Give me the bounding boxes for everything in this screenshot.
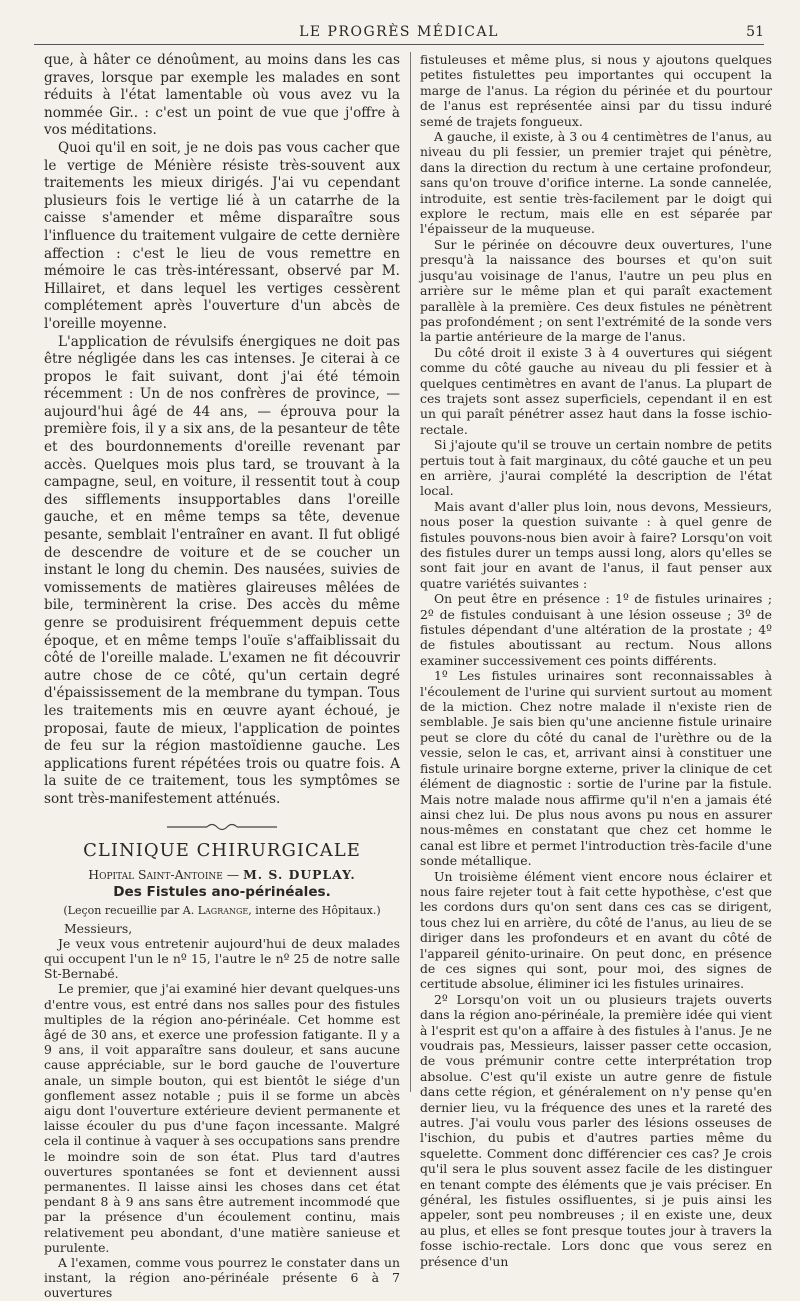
paragraph: A gauche, il existe, à 3 ou 4 centimètres de l'anus, au niveau du pli fessier, un premier trajet qui pénètre, dans la direction du rectum à une certaine profondeur, sans qu'on trouve d'orifice interne. La sonde cannelée, introduite, est sentie très-facilement par le doigt qui explore le rectum, mais elle en est séparée par l'épaisseur de la muqueuse.: [420, 129, 772, 237]
paragraph: L'application de révulsifs énergiques ne doit pas être négligée dans les cas intenses. Je citerai à ce propos le fait suivant, dont j'ai été témoin récemment : Un de nos confrères de province, — aujourd'hui âgé de 44 ans, — éprouva pour la première fois, il y a six ans, de la pesanteur de tête et des bourdonnements d'oreille revenant par accès. Quelques mois plus tard, se trouvant à la campagne, seul, en voiture, il ressentit tout à coup des sifflements insupportables dans l'oreille gauche, et en même temps sa tête, devenue pesante, semblait l'entraîner en avant. Il fut obligé de descendre de voiture et de se coucher un instant le long du chemin. Des nausées, suivies de vomissements de matières glaireuses mêlées de bile, terminèrent la crise. Des accès du même genre se produisirent fréquemment depuis cette époque, et en même temps l'ouïe s'affaiblissait du côté de l'oreille malade. L'examen ne fit découvrir autre chose de ce côté, qu'un certain degré d'épaississement de la membrane du tympan. Tous les traitements mis en œuvre ayant échoué, je proposai, faute de mieux, l'application de pointes de feu sur la région mastoïdienne gauche. Les applications furent répétées trois ou quatre fois. A la suite de ce traitement, tous les symptômes se sont très-manifestement atténués.: [44, 333, 400, 807]
paragraph: 2º Lorsqu'on voit un ou plusieurs trajets ouverts dans la région ano-périnéale, la première idée qui vient à l'esprit est qu'on a affaire à des fistules à l'anus. Je ne voudrais pas, Messieurs, laisser passer cette occasion, de vous prémunir contre cette interprétation trop absolue. C'est qu'il existe un autre genre de fistule dans cette région, et généralement on n'y pense qu'en dernier lieu, vu la fréquence des unes et la rareté des autres. J'ai voulu vous parler des lésions osseuses de l'ischion, du pubis et d'autres parties même du squelette. Comment donc différencier ces cas? Je crois qu'il sera le plus souvent assez facile de les distinguer en tenant compte des éléments que je vais préciser. En général, les fistules ossifluentes, si je puis ainsi les appeler, sont peu nombreuses ; il en existe une, deux au plus, et elles se font presque toutes jour à travers la fosse ischio-rectale. Lors donc que vous serez en présence d'un: [420, 991, 772, 1269]
paragraph: A l'examen, comme vous pourrez le constater dans un instant, la région ano-périnéale présente 6 à 7 ouvertures: [44, 1255, 400, 1301]
paragraph: Du côté droit il existe 3 à 4 ouvertures qui siégent comme du côté gauche au niveau du pli fessier et à quelques centimètres en avant de l'anus. La plupart de ces trajets sont assez superficiels, cependant il en est un qui paraît pénétrer assez haut dans la fosse ischio-rectale.: [420, 344, 772, 437]
credit-name: Lagrange: [197, 903, 249, 917]
lecture-credit: [44, 904, 400, 917]
ornament-divider: [44, 817, 400, 836]
byline-author: M. S. DUPLAY.: [243, 866, 356, 882]
right-column: [420, 52, 772, 1269]
left-top-text: [44, 52, 400, 809]
section-title: CLINIQUE CHIRURGICALE: [83, 839, 361, 861]
paragraph: Sur le périnée on découvre deux ouvertures, l'une presqu'à la naissance des bourses et qu'on suit jusqu'au voisinage de l'anus, l'autre un peu plus en arrière sur le même plan et qui paraît exactement parallèle à la première. Ces deux fistules ne pénètrent pas profondément ; on sent l'extrémité de la sonde vers la partie antérieure de la marge de l'anus.: [420, 236, 772, 345]
left-bottom-text: [44, 936, 400, 1301]
byline-hospital: Hopital Saint-Antoine —: [88, 866, 244, 882]
running-header: [34, 22, 764, 45]
ornament-icon: [167, 822, 277, 832]
paragraph: Mais avant d'aller plus loin, nous devons, Messieurs, nous poser la question suivante : à quel genre de fistules pouvons-nous bien avoir à faire? Lorsqu'on voit des fistules durer un temps aussi long, alors qu'elles se sont fait jour en avant de l'anus, il faut penser aux quatre variétés suivantes :: [420, 498, 772, 591]
paragraph: fistuleuses et même plus, si nous y ajoutons quelques petites fistulettes peu importantes qui occupent la marge de l'anus. La région du périnée et du pourtour de l'anus est représentée ainsi par du tissu induré semé de trajets fongueux.: [420, 52, 772, 129]
paragraph: On peut être en présence : 1º de fistules urinaires ; 2º de fistules conduisant à une lésion osseuse ; 3º de fistules dépendant d'une altération de la prostate ; 4º de fistules aboutissant au rectum. Nous allons examiner successivement ces points différents.: [420, 591, 772, 668]
paragraph: que, à hâter ce dénoûment, au moins dans les cas graves, lorsque par exemple les malades en sont réduits à l'état lamentable où vous avez vu la nommée Gir.. : c'est un point de vue que j'offre à vos méditations.: [44, 52, 400, 139]
journal-title: LE PROGRÈS MÉDICAL: [299, 24, 499, 40]
paragraph: Un troisième élément vient encore nous éclairer et nous faire rejeter tout à fait cette hypothèse, c'est que les cordons durs qu'on sent dans ces cas se dirigent, tous chez lui en arrière, du côté de l'anus, au lieu de se diriger dans les profondeurs et en avant du côté de l'appareil génito-urinaire. On peut donc, en présence de ces signes qui sont, pour moi, des signes de certitude absolue, éliminer ici les fistules urinaires.: [420, 868, 772, 992]
credit-suffix: , interne des Hôpitaux.): [248, 903, 381, 917]
paragraph: Je veux vous entretenir aujourd'hui de deux malades qui occupent l'un le nº 15, l'autre le nº 25 de notre salle St-Bernabé.: [44, 935, 400, 982]
page-number: 51: [746, 24, 764, 40]
paragraph: Quoi qu'il en soit, je ne dois pas vous cacher que le vertige de Ménière résiste très-souvent aux traitements les mieux dirigés. J'ai vu cependant plusieurs fois le vertige lié à un catarrhe de la caisse s'amender et même disparaître sous l'influence du traitement vulgaire de cette dernière affection : c'est le lieu de vous remettre en mémoire le cas très-intéressant, observé par M. Hillairet, et dans lequel les vertiges cessèrent complétement après l'ouverture d'un abcès de l'oreille moyenne.: [44, 139, 400, 332]
credit-prefix: (Leçon recueillie par A.: [63, 903, 198, 917]
byline: [44, 867, 400, 882]
left-column: [44, 52, 400, 1301]
article-subtitle: Des Fistules ano-périnéales.: [113, 883, 331, 900]
column-divider: [410, 52, 411, 1092]
salutation: Messieurs,: [64, 920, 133, 936]
paragraph: Le premier, que j'ai examiné hier devant quelques-uns d'entre vous, est entré dans nos salles pour des fistules multiples de la région ano-périnéale. Cet homme est âgé de 30 ans, et exerce une profession fatigante. Il y a 9 ans, il voit apparaître sans douleur, et sans aucune cause appréciable, sur le bord gauche de l'ouverture anale, un simple bouton, qui est bientôt le siége d'un gonflement assez notable ; puis il se forme un abcès aigu dont l'ouverture extérieure devient permanente et laisse écouler du pus d'une façon incessante. Malgré cela il continue à vaquer à ses occupations sans prendre le moindre soin de son état. Plus tard d'autres ouvertures spontanées se font et deviennent aussi permanentes. Il laisse ainsi les choses dans cet état pendant 8 à 9 ans sans être autrement incommodé que par la présence d'un écoulement continu, mais relativement peu abondant, d'une matière sanieuse et purulente.: [44, 981, 400, 1255]
paragraph: Si j'ajoute qu'il se trouve un certain nombre de petits pertuis tout à fait marginaux, du côté gauche et un peu en arrière, j'aurai complété la description de l'état local.: [420, 437, 772, 499]
paragraph: 1º Les fistules urinaires sont reconnaissables à l'écoulement de l'urine qui survient surtout au moment de la miction. Chez notre malade il n'existe rien de semblable. Je sais bien qu'une ancienne fistule urinaire peut se clore du côté du canal de l'urèthre ou de la vessie, selon le cas, et, arrivant ainsi à constituer une fistule urinaire borgne externe, priver la clinique de cet élément de diagnostic : sortie de l'urine par la fistule. Mais notre malade nous affirme qu'il n'en a jamais été ainsi chez lui. De plus nous avons pu nous en assurer nous-mêmes en constatant que chez cet homme le canal est libre et permet l'introduction très-facile d'une sonde métallique.: [420, 668, 772, 869]
